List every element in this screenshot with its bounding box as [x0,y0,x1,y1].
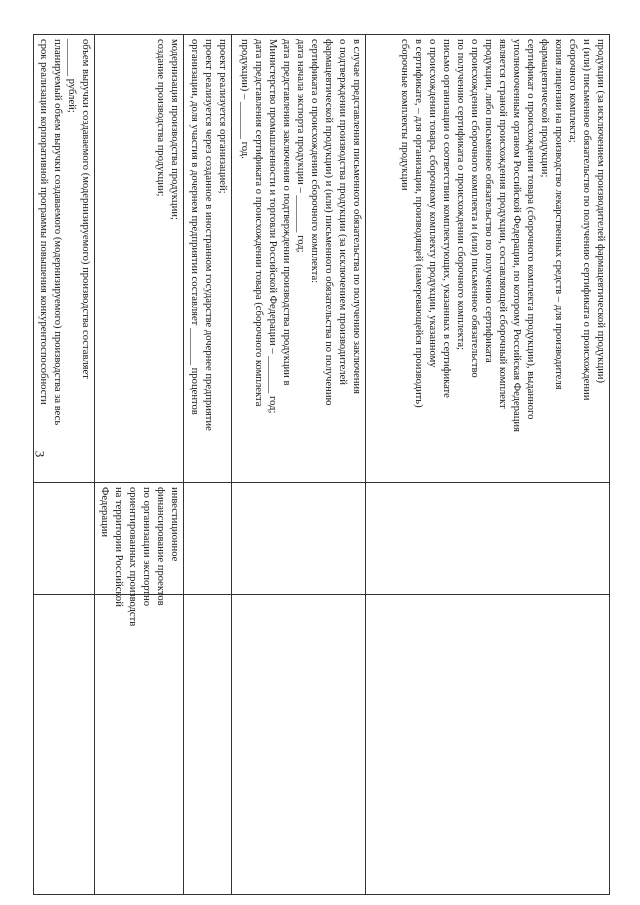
category-line: инвестиционное [169,487,180,562]
category-line: по организации экспортно [141,487,153,606]
details-line: фармацевтической продукции) и (или) письменного обязательства по получению [323,39,335,406]
requirements-table [33,34,610,895]
details-line: по получению сертификата о происхождении сборочного комплекта; [455,39,467,351]
details-line: сертификата о происхождении сборочного комплекта: [309,39,321,284]
details-line: в сертификате, – для организации, производящей (намеревающейся производить) [413,39,425,408]
details-line: продукции, либо письменное обязательство по получению сертификата [483,39,495,363]
details-line: сертификат о происхождении товара (сборочного комплекта продукции), выданного [525,39,537,420]
details-cell [184,35,232,483]
details-line: создание производства продукции; [155,39,167,197]
category-line: ориентированных производств [127,487,139,627]
empty-cell [34,595,95,895]
details-line: Министерство промышленности и торговли Российской Федерации – _______ год; [267,39,279,414]
details-line: дата представления заключения о подтверждении производства продукции в [281,39,293,386]
details-line: сборочные комплекты продукции [399,39,411,191]
details-line: письмо организации о соответствии комплектующих, указанных в сертификате [441,39,453,398]
details-line: в случае представления письменного обязательства по получению заключения [351,39,362,394]
category-cell [34,483,95,595]
details-line: о подтверждении производства продукции (за исключением производителей [337,39,349,385]
table-row [184,35,232,895]
category-cell [366,483,610,595]
details-line: копия лицензии на производство лекарственных средств – для производителя [553,39,565,390]
details-cell [366,35,610,483]
page-number: 3 [32,450,48,458]
details-line: объем выручки создаваемого (модернизируемого) производства составляет [80,39,92,379]
details-line: проект реализуется через созданное в иностранном государстве дочернее предприятие [203,39,215,431]
details-cell [95,35,184,483]
details-line: проект реализуется организацией; [217,39,228,194]
details-line: о происхождении сборочного комплекта и (или) письменное обязательство [469,39,481,378]
details-line: модернизация производства продукции; [169,39,180,220]
details-line: _______ рублей; [66,39,78,113]
category-cell [95,483,184,627]
details-line: сборочного комплекта; [567,39,579,143]
details-cell [232,35,366,483]
category-cell [232,483,366,595]
details-line: фармацевтической продукции; [539,39,551,178]
category-cell [184,483,232,595]
details-line: и (или) письменное обязательство по получению сертификата о происхождении [581,39,593,401]
empty-cell [184,595,232,895]
details-line: является страной происхождения продукции, составляющей сборочный комплект [497,39,509,409]
empty-cell [366,595,610,895]
details-line: дата начала экспорта продукции – _______ год; [295,39,307,253]
category-line: финансирование проектов [155,487,167,606]
details-cell [34,35,95,483]
details-line: уполномоченным органом Российской Федерации, по которому Российская Федерация [511,39,523,432]
category-line: на территории Российской [113,487,125,607]
details-line: срок реализации корпоративной программы повышения конкурентоспособности [38,39,50,405]
category-line: Федерации [99,487,111,538]
table-row [34,35,95,895]
details-line: дата представления сертификата о происхождении товара (сборочного комплекта [253,39,265,407]
rotated-page [38,34,610,894]
details-line: планируемый объем выручки создаваемого (модернизируемого) производства за весь [52,39,64,426]
details-line: о происхождении товара, сборочному комплекту продукции, указанному [427,39,439,368]
table-row [232,35,366,895]
details-line: организации, доля участия в дочернем предприятии составляет _______ процентов [189,39,201,415]
table-row [366,35,610,895]
empty-cell [95,595,184,895]
details-line: продукции (за исключением производителей фармацевтической продукции) [595,39,606,383]
details-line: продукции) – _______ год. [239,39,251,159]
table-row [95,35,184,895]
empty-cell [232,595,366,895]
